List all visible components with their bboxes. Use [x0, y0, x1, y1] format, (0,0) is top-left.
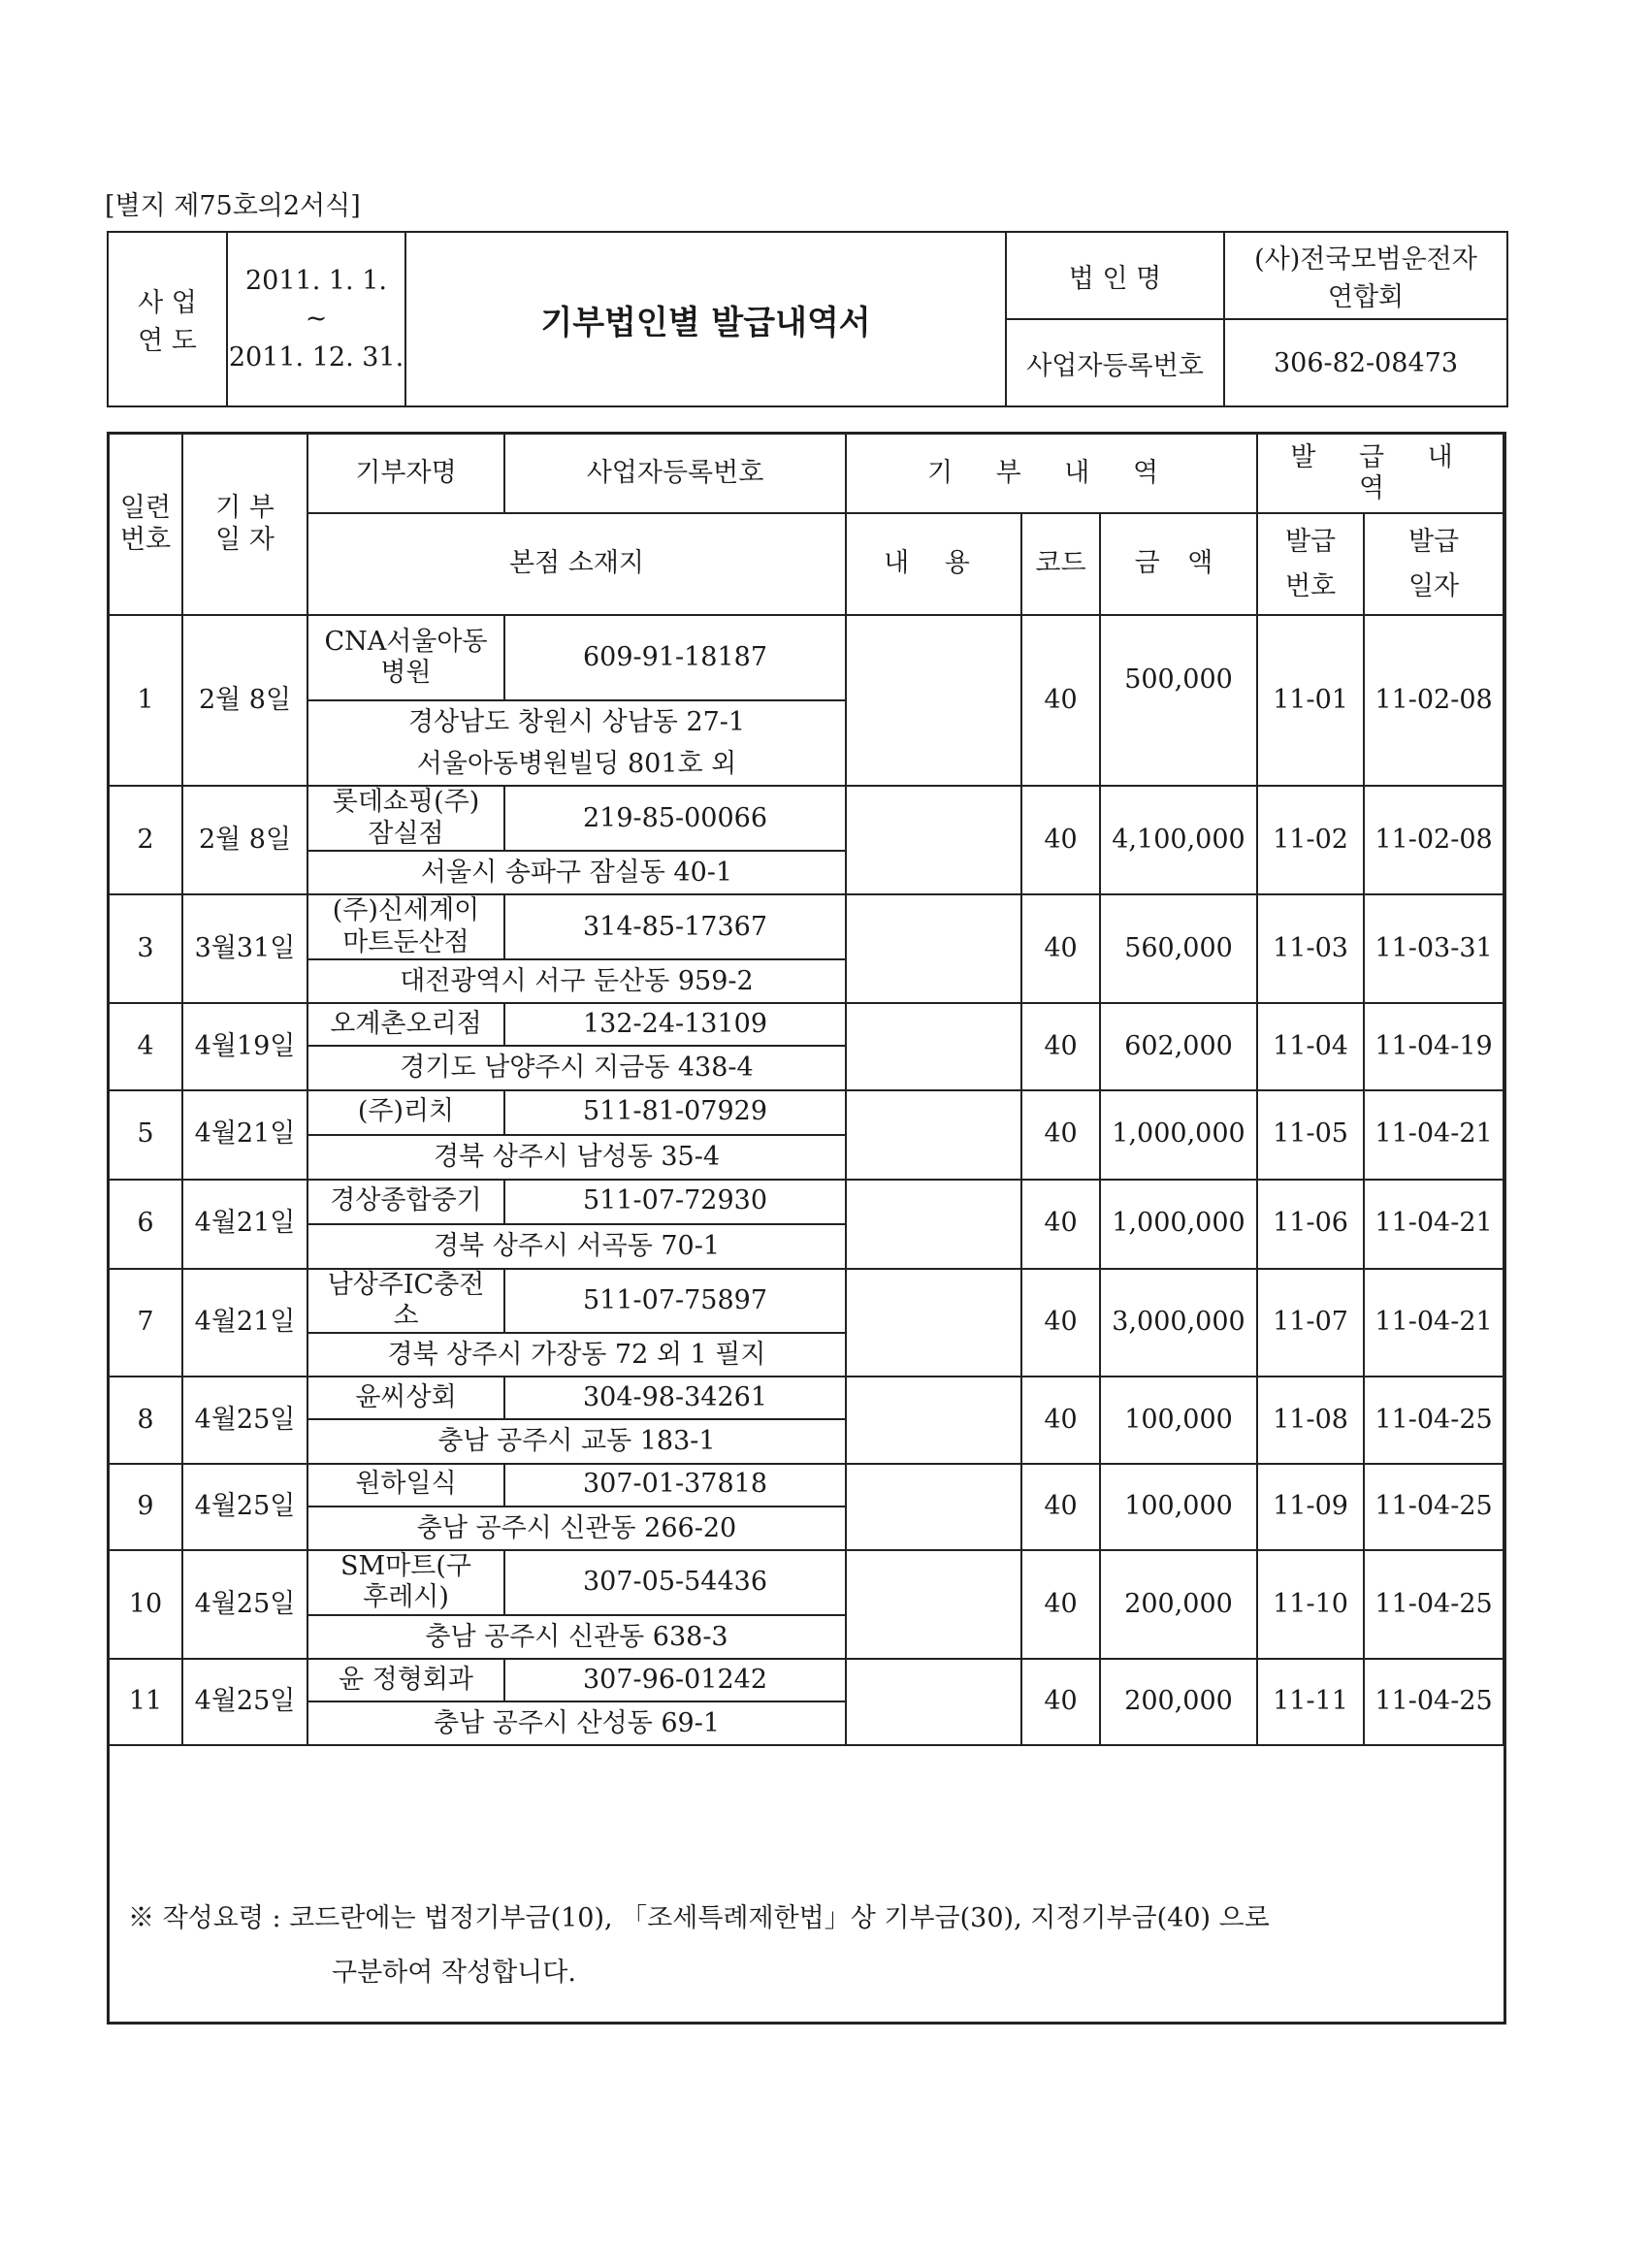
- row-serial-number: 6: [109, 1180, 182, 1269]
- row-amount: 602,000: [1100, 1003, 1257, 1089]
- row-donor-name: 윤씨상회: [307, 1377, 504, 1419]
- report-header: [107, 231, 1508, 407]
- table-row: [109, 1090, 1504, 1135]
- row-donation-date: 4월25일: [182, 1377, 307, 1463]
- row-code: 40: [1021, 894, 1100, 1003]
- row-content: [846, 1090, 1021, 1180]
- row-issue-date: 11-02-08: [1364, 615, 1504, 786]
- row-amount: 560,000: [1100, 894, 1257, 1003]
- row-content: [846, 615, 1021, 786]
- row-amount: 1,000,000: [1100, 1090, 1257, 1180]
- row-serial-number: 7: [109, 1269, 182, 1377]
- registration-number-label: 사업자등록번호: [1006, 319, 1224, 406]
- table-row: [109, 1377, 1504, 1419]
- row-donor-name: (주)신세계이 마트둔산점: [307, 894, 504, 959]
- row-issue-number: 11-07: [1257, 1269, 1364, 1377]
- row-donor-registration: 307-05-54436: [504, 1550, 846, 1615]
- row-content: [846, 786, 1021, 894]
- row-hq-address: 경기도 남양주시 지금동 438-4: [307, 1046, 846, 1089]
- col-content: 내 용: [846, 513, 1021, 615]
- corporation-name-label: 법 인 명: [1006, 232, 1224, 319]
- row-content: [846, 894, 1021, 1003]
- row-issue-number: 11-05: [1257, 1090, 1364, 1180]
- row-donor-name: (주)리치: [307, 1090, 504, 1135]
- row-issue-date: 11-04-25: [1364, 1550, 1504, 1659]
- row-serial-number: 5: [109, 1090, 182, 1180]
- col-donation-date: 기 부 일 자: [182, 434, 307, 615]
- row-serial-number: 3: [109, 894, 182, 1003]
- table-row: [109, 1550, 1504, 1615]
- row-content: [846, 1180, 1021, 1269]
- row-issue-date: 11-04-21: [1364, 1090, 1504, 1180]
- table-row: [109, 894, 1504, 959]
- col-donation-details: 기 부 내 역: [846, 434, 1257, 513]
- col-code: 코드: [1021, 513, 1100, 615]
- row-donor-name: 경상종합중기: [307, 1180, 504, 1224]
- row-amount: 200,000: [1100, 1659, 1257, 1745]
- row-code: 40: [1021, 1377, 1100, 1463]
- row-donor-name: 원하일식: [307, 1464, 504, 1507]
- row-issue-number: 11-01: [1257, 615, 1364, 786]
- row-donation-date: 2월 8일: [182, 786, 307, 894]
- row-donor-name: SM마트(구 후레시): [307, 1550, 504, 1615]
- row-issue-number: 11-06: [1257, 1180, 1364, 1269]
- row-donor-name: 롯데쇼핑(주) 잠실점: [307, 786, 504, 851]
- row-hq-address: 경북 상주시 서곡동 70-1: [307, 1224, 846, 1269]
- row-content: [846, 1003, 1021, 1089]
- row-donor-registration: 307-01-37818: [504, 1464, 846, 1507]
- row-serial-number: 2: [109, 786, 182, 894]
- table-row: [109, 615, 1504, 700]
- row-issue-number: 11-04: [1257, 1003, 1364, 1089]
- row-serial-number: 11: [109, 1659, 182, 1745]
- row-content: [846, 1659, 1021, 1745]
- row-donor-name: CNA서울아동 병원: [307, 615, 504, 700]
- row-donation-date: 2월 8일: [182, 615, 307, 786]
- row-issue-date: 11-04-25: [1364, 1377, 1504, 1463]
- row-issue-date: 11-04-25: [1364, 1464, 1504, 1550]
- row-code: 40: [1021, 615, 1100, 786]
- period-separator: ~: [305, 304, 328, 335]
- row-code: 40: [1021, 1464, 1100, 1550]
- row-donor-name: 오계촌오리점: [307, 1003, 504, 1046]
- row-amount: 100,000: [1100, 1464, 1257, 1550]
- row-issue-number: 11-02: [1257, 786, 1364, 894]
- row-amount: 500,000: [1100, 615, 1257, 786]
- row-issue-number: 11-09: [1257, 1464, 1364, 1550]
- row-donor-registration: 307-96-01242: [504, 1659, 846, 1701]
- table-row: [109, 1180, 1504, 1224]
- row-issue-date: 11-04-21: [1364, 1269, 1504, 1377]
- row-issue-date: 11-03-31: [1364, 894, 1504, 1003]
- writing-instructions: [128, 1892, 1270, 2000]
- row-code: 40: [1021, 1550, 1100, 1659]
- row-hq-address: 충남 공주시 교동 183-1: [307, 1419, 846, 1463]
- row-hq-address: 경북 상주시 가장동 72 외 1 필지: [307, 1333, 846, 1377]
- row-donation-date: 4월25일: [182, 1659, 307, 1745]
- row-donor-registration: 132-24-13109: [504, 1003, 846, 1046]
- row-serial-number: 9: [109, 1464, 182, 1550]
- row-donor-registration: 511-07-72930: [504, 1180, 846, 1224]
- col-issue-number: 발급 번호: [1257, 513, 1364, 615]
- row-issue-date: 11-04-21: [1364, 1180, 1504, 1269]
- row-donor-registration: 314-85-17367: [504, 894, 846, 959]
- row-donation-date: 4월25일: [182, 1464, 307, 1550]
- row-serial-number: 10: [109, 1550, 182, 1659]
- business-period: [227, 232, 405, 406]
- col-serial-number: 일련 번호: [109, 434, 182, 615]
- row-donation-date: 4월21일: [182, 1269, 307, 1377]
- row-code: 40: [1021, 1090, 1100, 1180]
- instruction-line-1: ※ 작성요령 : 코드란에는 법정기부금(10), 「조세특례제한법」상 기부금(30), 지정기부금(40) 으로: [128, 1903, 1270, 1933]
- row-issue-number: 11-11: [1257, 1659, 1364, 1745]
- col-donor-registration: 사업자등록번호: [504, 434, 846, 513]
- row-hq-address: 경상남도 창원시 상남동 27-1 서울아동병원빌딩 801호 외: [307, 700, 846, 786]
- row-donation-date: 4월21일: [182, 1180, 307, 1269]
- row-donation-date: 4월25일: [182, 1550, 307, 1659]
- table-row: [109, 1659, 1504, 1701]
- row-code: 40: [1021, 1269, 1100, 1377]
- registration-number-value: 306-82-08473: [1224, 319, 1507, 406]
- row-amount: 100,000: [1100, 1377, 1257, 1463]
- row-serial-number: 8: [109, 1377, 182, 1463]
- row-donor-registration: 219-85-00066: [504, 786, 846, 851]
- row-issue-date: 11-02-08: [1364, 786, 1504, 894]
- row-hq-address: 충남 공주시 신관동 266-20: [307, 1507, 846, 1550]
- row-hq-address: 충남 공주시 산성동 69-1: [307, 1701, 846, 1745]
- col-issue-date: 발급 일자: [1364, 513, 1504, 615]
- row-amount: 200,000: [1100, 1550, 1257, 1659]
- row-donor-name: 남상주IC충전 소: [307, 1269, 504, 1334]
- row-content: [846, 1269, 1021, 1377]
- row-hq-address: 충남 공주시 신관동 638-3: [307, 1615, 846, 1659]
- col-amount: 금 액: [1100, 513, 1257, 615]
- row-donor-registration: 304-98-34261: [504, 1377, 846, 1419]
- table-row: [109, 786, 1504, 851]
- business-year-label: 사 업 연 도: [108, 232, 227, 406]
- row-content: [846, 1550, 1021, 1659]
- row-serial-number: 4: [109, 1003, 182, 1089]
- table-row: [109, 1464, 1504, 1507]
- row-amount: 3,000,000: [1100, 1269, 1257, 1377]
- row-code: 40: [1021, 786, 1100, 894]
- row-donation-date: 4월21일: [182, 1090, 307, 1180]
- row-donation-date: 3월31일: [182, 894, 307, 1003]
- row-donor-registration: 511-81-07929: [504, 1090, 846, 1135]
- row-content: [846, 1377, 1021, 1463]
- period-from: 2011. 1. 1.: [245, 266, 387, 297]
- row-donor-registration: 511-07-75897: [504, 1269, 846, 1334]
- col-issue-details: 발 급 내 역: [1257, 434, 1504, 513]
- table-row: [109, 1269, 1504, 1334]
- row-hq-address: 서울시 송파구 잠실동 40-1: [307, 851, 846, 894]
- row-issue-number: 11-03: [1257, 894, 1364, 1003]
- row-code: 40: [1021, 1180, 1100, 1269]
- row-content: [846, 1464, 1021, 1550]
- row-code: 40: [1021, 1003, 1100, 1089]
- row-issue-number: 11-10: [1257, 1550, 1364, 1659]
- table-row: [109, 1003, 1504, 1046]
- corporation-name-value: (사)전국모범운전자 연합회: [1224, 232, 1507, 319]
- row-serial-number: 1: [109, 615, 182, 786]
- row-donor-name: 윤 정형회과: [307, 1659, 504, 1701]
- form-number-label: [별지 제75호의2서식]: [105, 191, 361, 221]
- row-donor-registration: 609-91-18187: [504, 615, 846, 700]
- row-donation-date: 4월19일: [182, 1003, 307, 1089]
- col-hq-address: 본점 소재지: [307, 513, 846, 615]
- row-issue-date: 11-04-25: [1364, 1659, 1504, 1745]
- row-amount: 4,100,000: [1100, 786, 1257, 894]
- row-hq-address: 대전광역시 서구 둔산동 959-2: [307, 959, 846, 1003]
- document-title: 기부법인별 발급내역서: [405, 232, 1006, 406]
- row-hq-address: 경북 상주시 남성동 35-4: [307, 1135, 846, 1180]
- row-issue-date: 11-04-19: [1364, 1003, 1504, 1089]
- row-amount: 1,000,000: [1100, 1180, 1257, 1269]
- col-donor-name: 기부자명: [307, 434, 504, 513]
- period-to: 2011. 12. 31.: [228, 341, 404, 373]
- donation-table: [108, 433, 1504, 1746]
- row-issue-number: 11-08: [1257, 1377, 1364, 1463]
- instruction-line-2: 구분하여 작성합니다.: [332, 1958, 576, 1988]
- row-code: 40: [1021, 1659, 1100, 1745]
